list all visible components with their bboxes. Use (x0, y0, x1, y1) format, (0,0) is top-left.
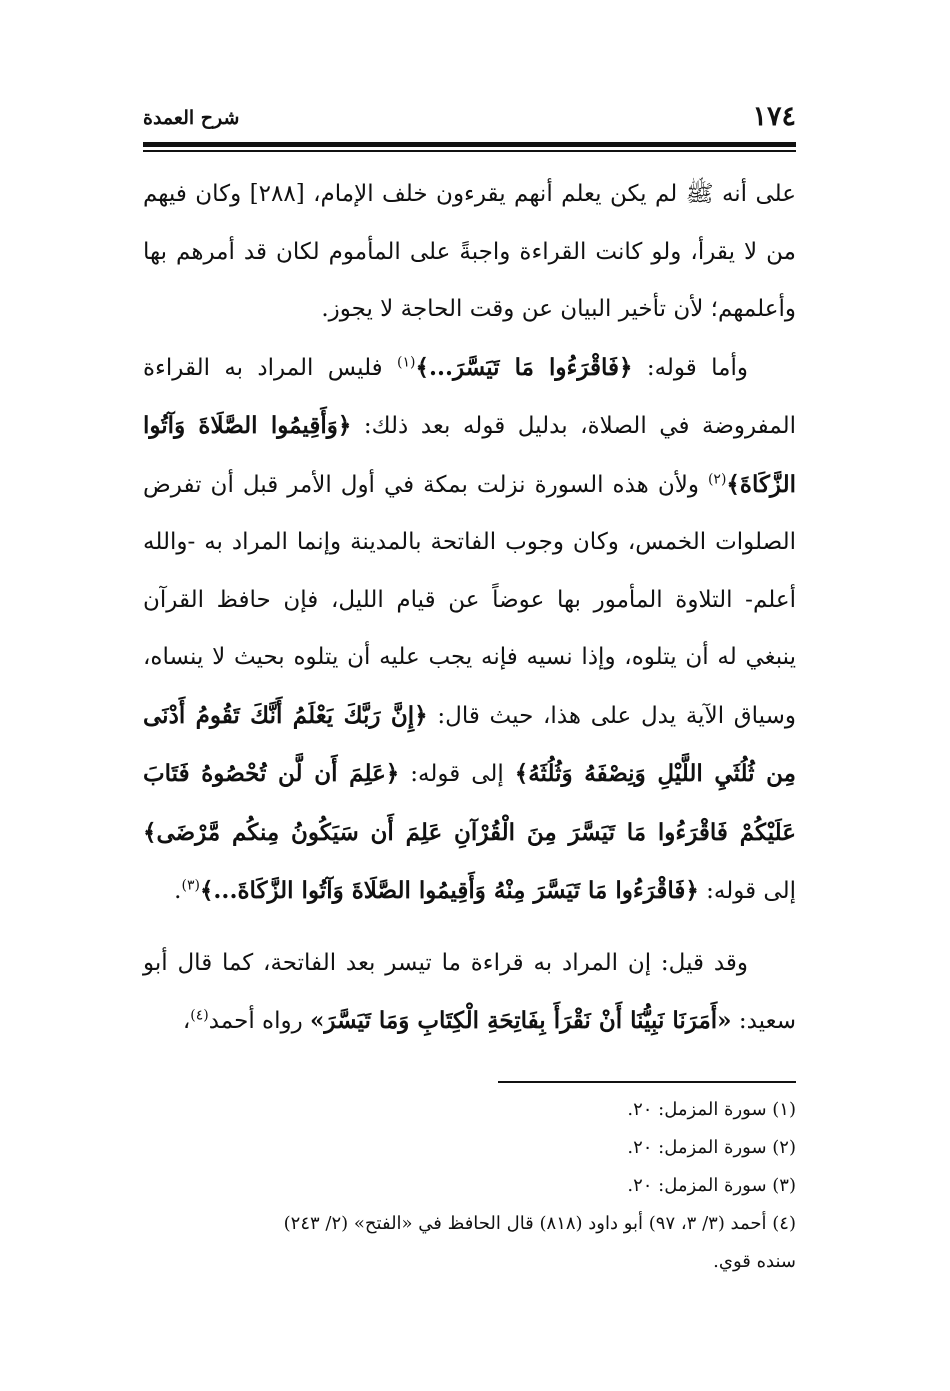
text-run: ، (182, 1008, 191, 1034)
page-number: ١٧٤ (752, 101, 796, 132)
footnote-3: (٣) سورة المزمل: ٢٠. (627, 1174, 796, 1196)
book-page (143, 96, 796, 1326)
footnote-1: (١) سورة المزمل: ٢٠. (627, 1098, 796, 1120)
quran-quote: ﴿عَلِمَ أَن لَّن تُحْصُوهُ فَتَابَ عَلَيْكُمْ فَاقْرَءُوا مَا تَيَسَّرَ مِنَ الْقُرْآنِ عَلِمَ أَن سَيَكُونُ مِنكُم مَّرْضَى﴾ (143, 760, 796, 846)
running-header (143, 96, 796, 140)
text-run: فليس المراد به القراءة المفروضة في الصلاة، بدليل قوله بعد ذلك: (143, 354, 797, 439)
body-text (143, 166, 796, 1051)
paragraph-1: على أنه ﷺ لم يكن يعلم أنهم يقرءون خلف الإمام، [٢٨٨] وكان فيهم من لا يقرأ، ولو كانت القراءة واجبةً على المأموم لكان قد أمرهم بها وأعلمهم؛ لأن تأخير البيان عن وقت الحاجة لا يجوز. (143, 181, 796, 322)
footnote-marker: (١) (397, 353, 416, 370)
text-run: ولأن هذه السورة نزلت بمكة في أول الأمر قبل أن تفرض الصلوات الخمس، وكان وجوب الفاتحة بالمدينة وإنما المراد به -والله أعلم- التلاوة المأمور بها عوضاً عن قيام الليل، فإن حافظ القرآن ينبغي له أن يتلوه، وإذا نسيه فإنه يجب عليه أن يتلوه بحيث لا ينساه، وسياق الآية يدل على هذا، حيث قال: (143, 471, 796, 729)
footnotes (143, 1091, 796, 1281)
quran-quote: ﴿إِنَّ رَبَّكَ يَعْلَمُ أَنَّكَ تَقُومُ أَدْنَى مِن ثُلُثَيِ اللَّيْلِ وَنِصْفَهُ وَثُلُثَهُ﴾ (143, 701, 796, 787)
text-run: رواه أحمد (208, 1008, 310, 1034)
book-title: شرح العمدة (143, 107, 240, 129)
quran-quote: ﴿فَاقْرَءُوا مَا تَيَسَّرَ مِنْهُ وَأَقِيمُوا الصَّلَاةَ وَآتُوا الزَّكَاةَ...﴾ (199, 877, 699, 904)
text-run: إلى قوله: (698, 878, 796, 904)
text-run: إلى قوله: (399, 761, 515, 787)
header-rule-thin (143, 150, 796, 152)
quran-quote: ﴿وَأَقِيمُوا الصَّلَاةَ وَآتُوا الزَّكَاةَ﴾ (143, 412, 796, 498)
text-run: وقد قيل: إن المراد به قراءة ما تيسر بعد الفاتحة، كما قال أبو سعيد: (143, 949, 796, 1034)
text-run: وأما قوله: (632, 354, 748, 381)
hadith-quote: «أَمَرَنَا نَبِيُّنَا أَنْ نَقْرَأَ بِفَاتِحَةِ الْكِتَابِ وَمَا تَيَسَّرَ» (310, 1007, 732, 1034)
footnote-marker: (٤) (190, 1007, 209, 1024)
footnote-4: (٤) أحمد (٣/ ٣، ٩٧) أبو داود (٨١٨) قال الحافظ في «الفتح» (٢/ ٢٤٣) (283, 1212, 796, 1234)
text-run: . (174, 878, 182, 904)
footnote-marker: (٢) (707, 470, 727, 487)
footnote-4-continuation: سنده قوي. (713, 1250, 796, 1272)
paragraph-2 (143, 339, 796, 921)
footnote-separator (498, 1081, 796, 1083)
footnote-2: (٢) سورة المزمل: ٢٠. (627, 1136, 796, 1158)
quran-quote: ﴿فَاقْرَءُوا مَا تَيَسَّرَ...﴾ (415, 353, 633, 381)
paragraph-3 (143, 935, 796, 1051)
header-rule-thick (143, 142, 796, 147)
footnote-marker: (٣) (181, 877, 200, 894)
